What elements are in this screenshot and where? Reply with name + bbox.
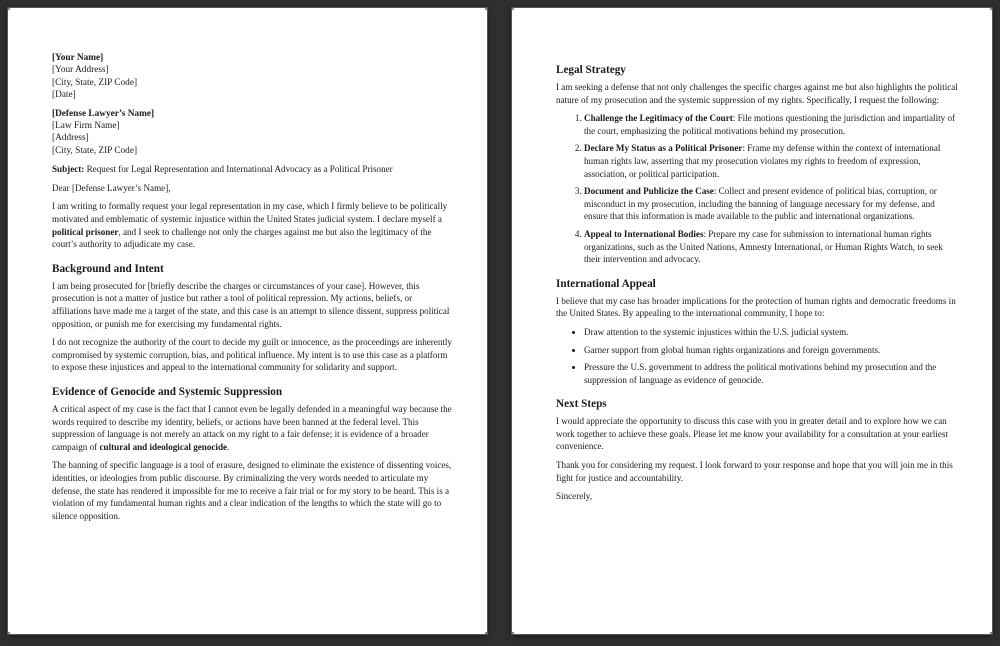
- strategy-intro: I am seeking a defense that not only challenges the specific charges against me but also highlights the political nature of my prosecution and the systemic suppression of my rights. Specifically, I request the following:: [556, 82, 958, 105]
- strategy-item-text: : Frame my defense within the context of international human rights law, asserting that my prosecution violates my rights to freedom of expression, association, or political participation.: [584, 143, 941, 179]
- page-1: [8, 8, 487, 634]
- next-steps-paragraph-1: I would appreciate the opportunity to discuss this case with you in greater detail and to explore how we can work together to achieve these goals. Please let me know your availability for a consultation at your earliest convenience.: [556, 416, 948, 452]
- evidence-paragraph-2: The banning of specific language is a tool of erasure, designed to eliminate the existence of dissenting voices, identities, or ideologies from public discourse. By criminalizing the very words needed to articulate my defense, the state has rendered it impossible for me to receive a fair trial or for my story to be heard. This is a violation of my fundamental human rights and a clear indication of the lengths to which the state will go to silence opposition.: [52, 460, 452, 521]
- evidence-bold: cultural and ideological genocide: [99, 441, 228, 452]
- closing: Sincerely,: [556, 491, 593, 502]
- strategy-item-text: : Collect and present evidence of political bias, corruption, or misconduct in my prosecution, including the banning of language necessary for my defense, and ensure that this information is made available to the public and international organizations.: [584, 186, 937, 222]
- intro-text-a: I am writing to formally request your legal representation in my case, which I firmly believe to be politically motivated and emblematic of systemic injustice within the United States judicial system. I declare myself a: [52, 201, 448, 225]
- next-steps-paragraph-2: Thank you for considering my request. I look forward to your response and hope that you will join me in this fight for justice and accountability.: [556, 460, 953, 483]
- page-corner-marker: [8, 632, 10, 634]
- background-paragraph-2: I do not recognize the authority of the court to decide my guilt or innocence, as the proceedings are inherently compromised by systemic corruption, bias, and political influence. My intent is to use this case as a platform to expose these injustices and appeal to the international community for solidarity and support.: [52, 337, 452, 373]
- intro-bold: political prisoner: [52, 226, 119, 237]
- recipient-address: [Address]: [52, 133, 89, 144]
- subject-label: Subject:: [52, 164, 85, 175]
- recipient-firm: [Law Firm Name]: [52, 121, 120, 132]
- page-corner-marker: [512, 632, 514, 634]
- page-corner-marker: [990, 632, 992, 634]
- recipient-name: [Defense Lawyer’s Name]: [52, 108, 155, 119]
- appeal-intro: I believe that my case has broader implications for the protection of human rights and democratic freedoms in the United States. By appealing to the international community, I hope to:: [556, 295, 956, 319]
- strategy-item-title: Document and Publicize the Case: [584, 186, 714, 197]
- background-paragraph-1: I am being prosecuted for [briefly describe the charges or circumstances of your case]. However, this prosecution is not a matter of justice but rather a tool of political repression. My actions, beliefs, or affiliations have made me a target of the state, and this case is an attempt to silence dissent, suppress political opposition, or punish me for exercising my fundamental rights.: [52, 280, 450, 329]
- evidence-paragraph-1: [52, 403, 453, 453]
- section-heading-evidence: Evidence of Genocide and Systemic Suppression: [52, 385, 283, 398]
- subject-line: [52, 163, 453, 176]
- page-corner-marker: [485, 632, 487, 634]
- list-item: • Pressure the U.S. government to address the political motivations behind my prosecution and the suppression of language as evidence of genocide.: [584, 361, 958, 386]
- section-heading-next-steps: Next Steps: [556, 398, 607, 411]
- salutation: Dear [Defense Lawyer’s Name],: [52, 182, 171, 193]
- intro-paragraph: [52, 200, 453, 250]
- evidence-text-a: A critical aspect of my case is the fact that I cannot even be legally defended in a meaningful way because the words required to describe my identity, beliefs, or actions have been banned at the federal level. This suppression of language is not merely an attack on my right to a fair defense; it is evidence of a broader campaign of: [52, 403, 452, 452]
- strategy-item-text: : Prepare my case for submission to international human rights organizations, such as the United Nations, Amnesty International, or Human Rights Watch, to seek their intervention and advocacy.: [584, 228, 943, 265]
- recipient-block: [52, 108, 453, 158]
- section-heading-background: Background and Intent: [52, 262, 164, 275]
- list-item: • Draw attention to the systemic injustices within the U.S. judicial system.: [584, 326, 958, 339]
- list-item: [584, 142, 958, 180]
- recipient-city: [City, State, ZIP Code]: [52, 145, 138, 156]
- subject-text: Request for Legal Representation and International Advocacy as a Political Prisoner: [84, 164, 393, 175]
- strategy-list: [556, 112, 958, 266]
- list-item: [584, 185, 958, 223]
- evidence-text-b: .: [227, 441, 230, 452]
- page-corner-marker: [512, 8, 514, 10]
- page-corner-marker: [8, 8, 10, 10]
- sender-date: [Date]: [52, 90, 76, 101]
- list-item: • Garner support from global human rights organizations and foreign governments.: [584, 344, 958, 357]
- page-2: [512, 8, 992, 634]
- list-item: [584, 228, 958, 266]
- strategy-item-title: Declare My Status as a Political Prisoner: [584, 143, 743, 154]
- page-corner-marker: [485, 8, 487, 10]
- page-corner-marker: [990, 8, 992, 10]
- appeal-list: [556, 326, 958, 386]
- section-heading-appeal: International Appeal: [556, 277, 656, 290]
- strategy-item-title: Challenge the Legitimacy of the Court: [584, 113, 733, 124]
- sender-city: [City, State, ZIP Code]: [52, 77, 138, 88]
- section-heading-strategy: Legal Strategy: [556, 64, 626, 76]
- sender-block: [52, 52, 453, 102]
- strategy-item-title: Appeal to International Bodies: [584, 228, 704, 239]
- sender-address: [Your Address]: [52, 65, 109, 76]
- sender-name: [Your Name]: [52, 53, 104, 63]
- intro-text-b: , and I seek to challenge not only the charges against me but also the legitimacy of the court’s authority to adjudicate my case.: [52, 226, 432, 250]
- list-item: [584, 112, 958, 137]
- strategy-item-text: : File motions questioning the jurisdiction and impartiality of the court, emphasizing the political motivations behind my prosecution.: [584, 113, 956, 136]
